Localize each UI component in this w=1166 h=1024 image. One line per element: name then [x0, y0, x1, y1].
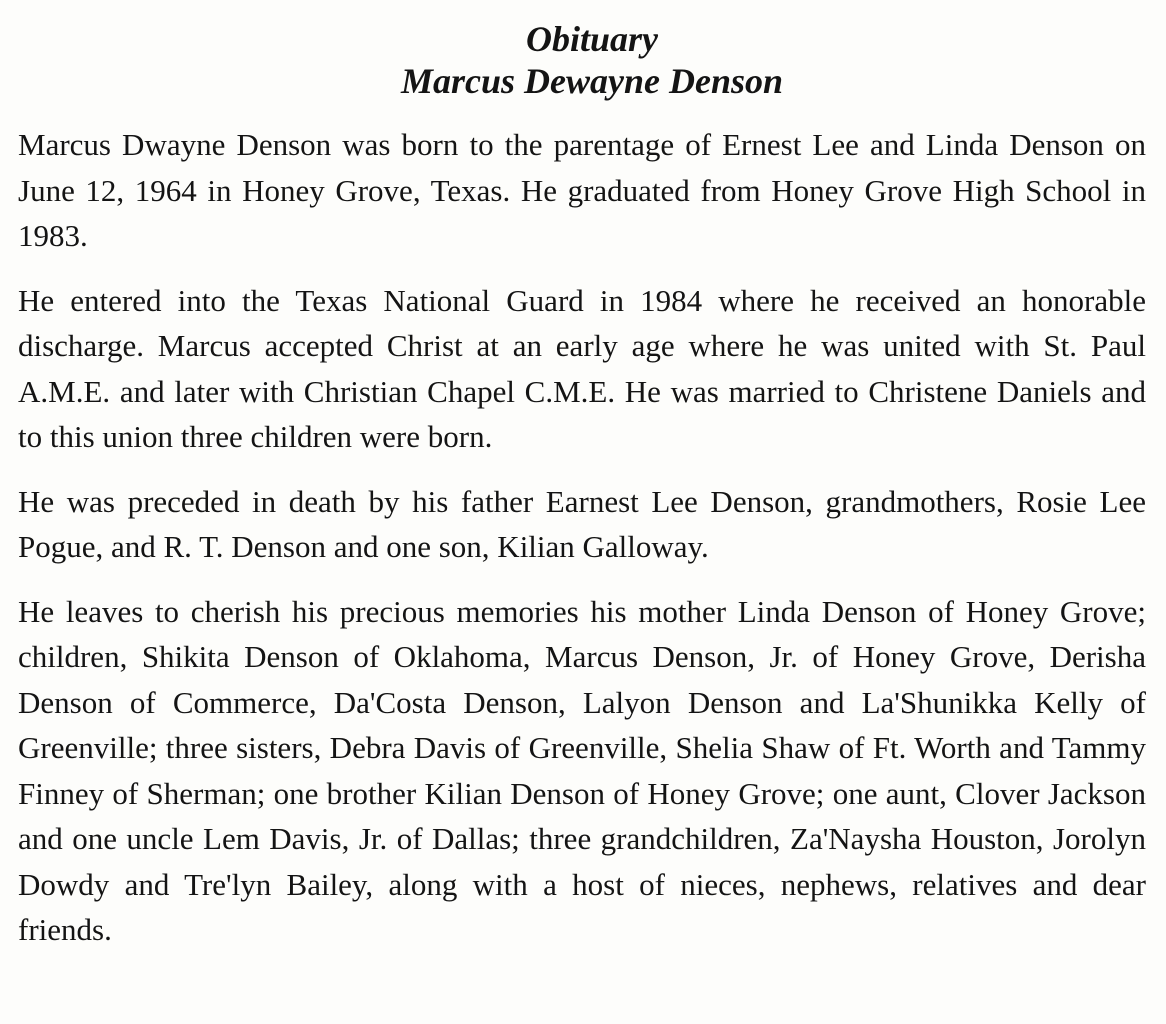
paragraph-service: He entered into the Texas National Guard in 1984 where he received an honorable discharge. Marcus accepted Christ at an early age where he was united with St. Paul A.M.E. and later with Christian Chapel C.M.E. He was married to Christene Daniels and to this union three children were born. — [18, 282, 1146, 454]
paragraph-preceded: He was preceded in death by his father Earnest Lee Denson, grandmothers, Rosie Lee Pogue, and R. T. Denson and one son, Kilian Galloway. — [18, 483, 1146, 564]
title-block — [18, 18, 1146, 102]
paragraph-survivors: He leaves to cherish his precious memories his mother Linda Denson of Honey Grove; children, Shikita Denson of Oklahoma, Marcus Denson, Jr. of Honey Grove, Derisha Denson of Commerce, Da'Costa Denson, Lalyon Denson and La'Shunikka Kelly of Greenville; three sisters, Debra Davis of Greenville, Shelia Shaw of Ft. Worth and Tammy Finney of Sherman; one brother Kilian Denson of Honey Grove; one aunt, Clover Jackson and one uncle Lem Davis, Jr. of Dallas; three grandchildren, Za'Naysha Houston, Jorolyn Dowdy and Tre'lyn Bailey, along with a host of nieces, nephews, relatives and dear friends. — [18, 593, 1146, 947]
deceased-name: Marcus Dewayne Denson — [400, 61, 784, 101]
page-heading: Obituary — [525, 19, 658, 59]
paragraph-birth: Marcus Dwayne Denson was born to the parentage of Ernest Lee and Linda Denson on June 12, 1964 in Honey Grove, Texas. He graduated from Honey Grove High School in 1983. — [18, 127, 1146, 253]
